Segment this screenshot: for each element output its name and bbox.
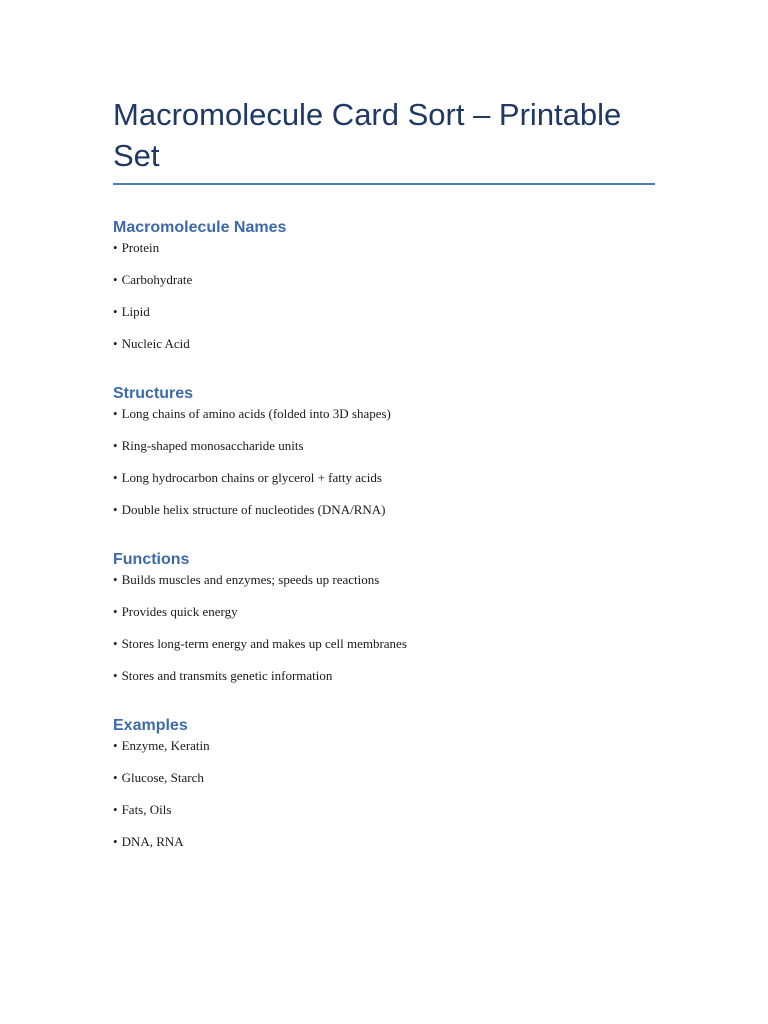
section-heading: Structures	[113, 385, 194, 402]
list-item	[113, 604, 655, 620]
list-item-text: Carbohydrate	[121, 272, 193, 287]
list-item-text: Nucleic Acid	[121, 336, 190, 351]
list-item	[113, 304, 655, 320]
bullet-icon: •	[113, 304, 118, 319]
bullet-icon: •	[113, 770, 118, 785]
list-item-text: Glucose, Starch	[121, 770, 204, 785]
list-item	[113, 406, 655, 422]
bullet-icon: •	[113, 406, 118, 421]
list-item	[113, 636, 655, 652]
list-item-text: Builds muscles and enzymes; speeds up reactions	[121, 572, 380, 587]
list-item	[113, 668, 655, 684]
list-item-text: Protein	[121, 240, 160, 255]
list-item-text: Provides quick energy	[121, 604, 238, 619]
list-item-text: Lipid	[121, 304, 150, 319]
bullet-icon: •	[113, 738, 118, 753]
bullet-icon: •	[113, 272, 118, 287]
list-item-text: Ring-shaped monosaccharide units	[121, 438, 304, 453]
section-examples	[113, 716, 655, 850]
list-item	[113, 470, 655, 486]
bullet-icon: •	[113, 502, 118, 517]
bullet-icon: •	[113, 572, 118, 587]
list-item	[113, 738, 655, 754]
bullet-icon: •	[113, 668, 118, 683]
section-heading: Examples	[113, 717, 188, 734]
list-item-text: Long hydrocarbon chains or glycerol + fatty acids	[121, 470, 382, 485]
list-item	[113, 572, 655, 588]
document-title: Macromolecule Card Sort – Printable Set	[113, 97, 622, 173]
list-item	[113, 770, 655, 786]
list-item	[113, 834, 655, 850]
list-item-text: Stores and transmits genetic information	[121, 668, 333, 683]
bullet-icon: •	[113, 636, 118, 651]
list-item-text: Long chains of amino acids (folded into 3D shapes)	[121, 406, 391, 421]
section-structures	[113, 384, 655, 518]
section-macromolecule-names	[113, 218, 655, 352]
list-item-text: Double helix structure of nucleotides (DNA/RNA)	[121, 502, 386, 517]
section-heading: Functions	[113, 551, 190, 568]
list-item-text: Fats, Oils	[121, 802, 172, 817]
list-item-text: DNA, RNA	[121, 834, 184, 849]
list-item-text: Stores long-term energy and makes up cell membranes	[121, 636, 407, 651]
list-item	[113, 502, 655, 518]
bullet-icon: •	[113, 438, 118, 453]
bullet-icon: •	[113, 240, 118, 255]
list-item	[113, 802, 655, 818]
bullet-icon: •	[113, 604, 118, 619]
document-page	[113, 94, 655, 850]
section-functions	[113, 550, 655, 684]
bullet-icon: •	[113, 470, 118, 485]
list-item	[113, 336, 655, 352]
list-item	[113, 240, 655, 256]
bullet-icon: •	[113, 802, 118, 817]
bullet-icon: •	[113, 336, 118, 351]
sections-container	[113, 218, 655, 850]
list-item	[113, 272, 655, 288]
section-heading: Macromolecule Names	[113, 219, 287, 236]
list-item	[113, 438, 655, 454]
bullet-icon: •	[113, 834, 118, 849]
list-item-text: Enzyme, Keratin	[121, 738, 210, 753]
title-divider	[113, 183, 655, 185]
